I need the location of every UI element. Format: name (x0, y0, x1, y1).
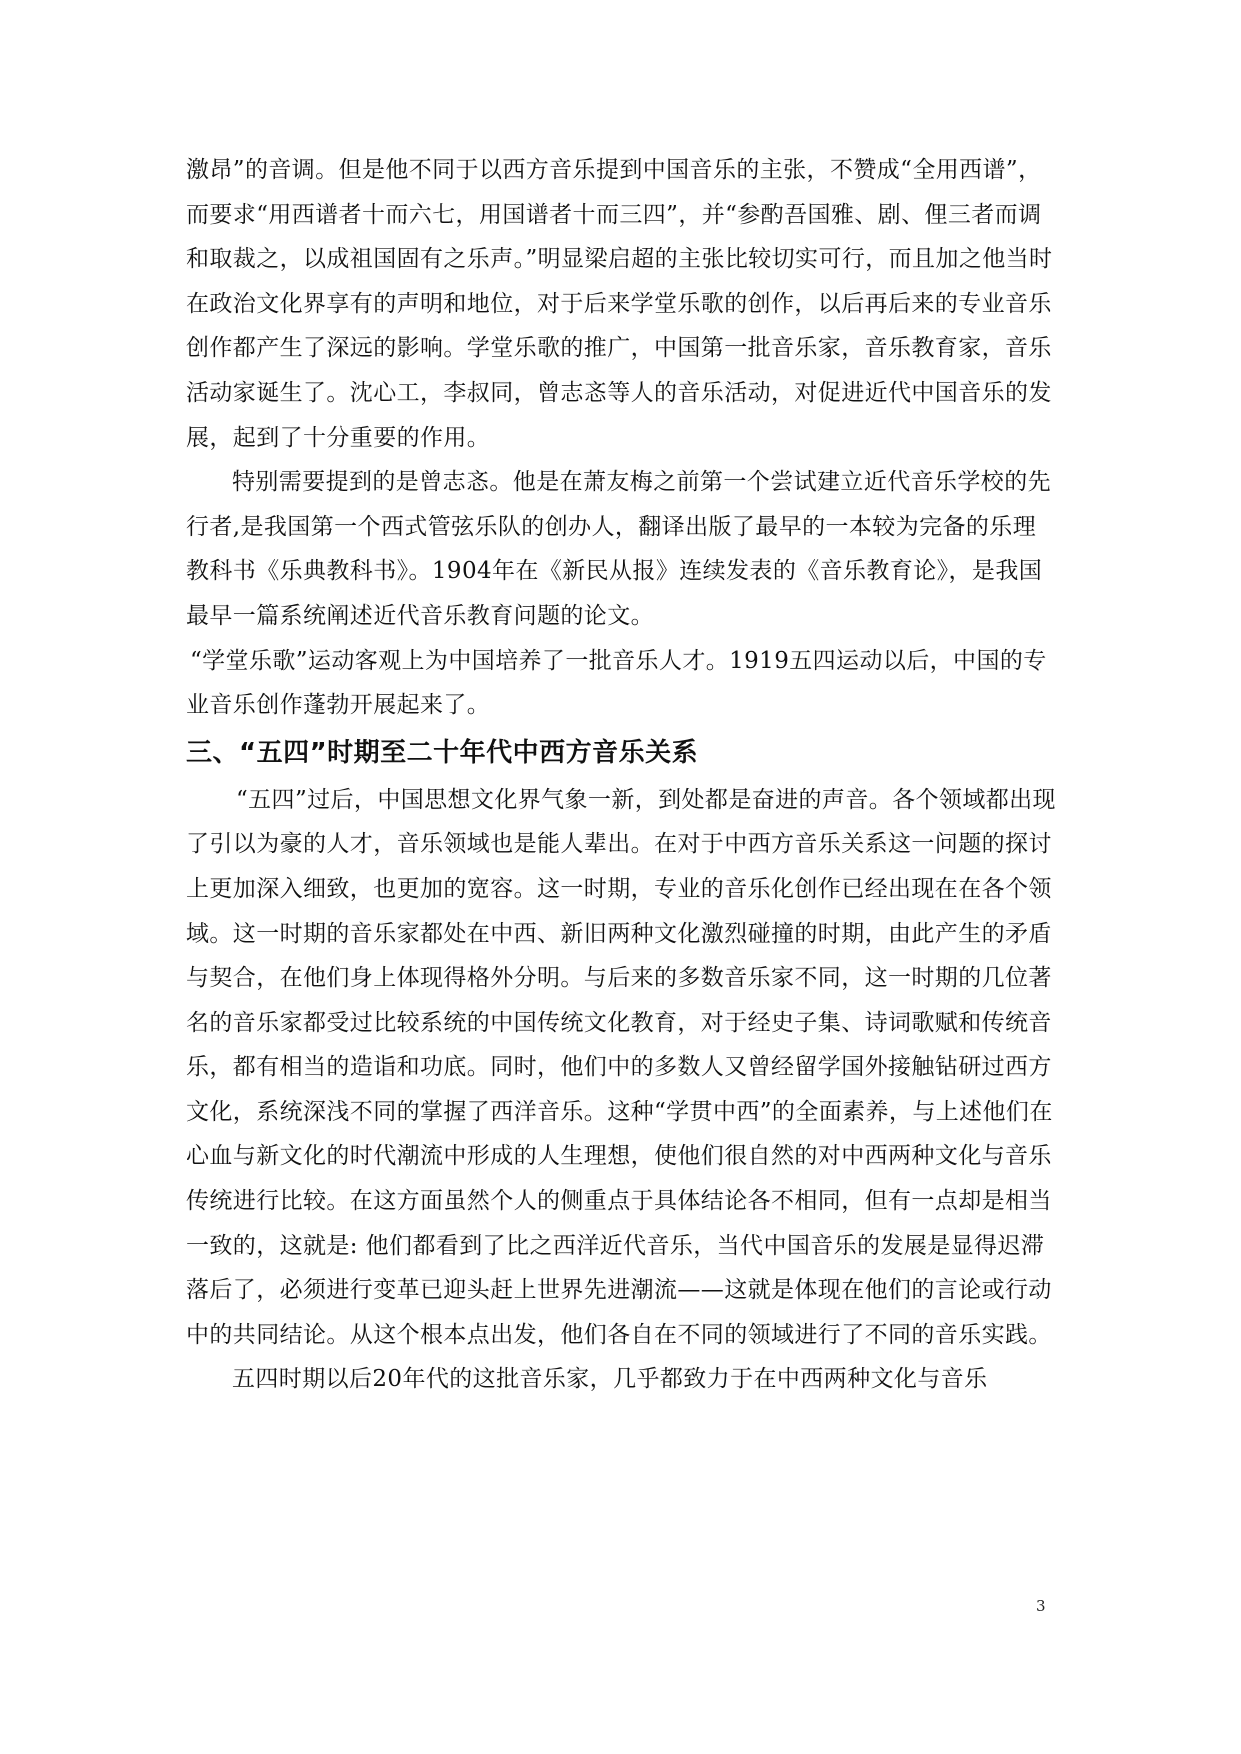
paragraph-zeng-zhimin: 特别需要提到的是曾志忞。他是在萧友梅之前第一个尝试建立近代音乐学校的先行者,是我国第一个西式管弦乐队的创办人，翻译出版了最早的一本较为完备的乐理教科书《乐典教科书》。1904年在《新民从报》连续发表的《音乐教育论》，是我国最早一篇系统阐述近代音乐教育问题的论文。 (186, 469, 1051, 629)
page-number: 3 (1036, 1597, 1046, 1615)
paragraph-school-songs: “学堂乐歌”运动客观上为中国培养了一批音乐人才。1919五四运动以后，中国的专业音乐创作蓬勃开展起来了。 (186, 647, 1047, 719)
paragraph-1920s-musicians: 五四时期以后20年代的这批音乐家，几乎都致力于在中西两种文化与音乐 (232, 1366, 988, 1393)
paragraph-may-fourth: “五四”过后，中国思想文化界气象一新，到处都是奋进的声音。各个领域都出现了引以为豪的人才，音乐领域也是能人辈出。在对于中西方音乐关系这一问题的探讨上更加深入细致，也更加的宽容。这一时期，专业的音乐化创作已经出现在在各个领域。这一时期的音乐家都处在中西、新旧两种文化激烈碰撞的时期，由此产生的矛盾与契合，在他们身上体现得格外分明。与后来的多数音乐家不同，这一时期的几位著名的音乐家都受过比较系统的中国传统文化教育，对于经史子集、诗词歌赋和传统音乐，都有相当的造诣和功底。同时，他们中的多数人又曾经留学国外接触钻研过西方文化，系统深浅不同的掌握了西洋音乐。这种“学贯中西”的全面素养，与上述他们在心血与新文化的时代潮流中形成的人生理想，使他们很自然的对中西两种文化与音乐传统进行比较。在这方面虽然个人的侧重点于具体结论各不相同，但有一点却是相当一致的，这就是: 他们都看到了比之西洋近代音乐，当代中国音乐的发展是显得迟滞落后了，必须进行变革已迎头赶上世界先进潮流——这就是体现在他们的言论或行动中的共同结论。从这个根本点出发，他们各自在不同的领域进行了不同的音乐实践。 (186, 786, 1056, 1348)
section-heading: 三、“五四”时期至二十年代中西方音乐关系 (186, 737, 699, 768)
paragraph-liang-qichao: 激昂”的音调。但是他不同于以西方音乐提到中国音乐的主张，不赞成“全用西谱”，而要求“用西谱者十而六七，用国谱者十而三四”，并“参酌吾国雅、剧、俚三者而调和取裁之，以成祖国固有之乐声。”明显梁启超的主张比较切实可行，而且加之他当时在政治文化界享有的声明和地位，对于后来学堂乐歌的创作，以后再后来的专业音乐创作都产生了深远的影响。学堂乐歌的推广，中国第一批音乐家，音乐教育家，音乐活动家诞生了。沈心工，李叔同，曾志忞等人的音乐活动，对促进近代中国音乐的发展，起到了十分重要的作用。 (186, 157, 1053, 451)
page-body (186, 148, 1056, 1402)
